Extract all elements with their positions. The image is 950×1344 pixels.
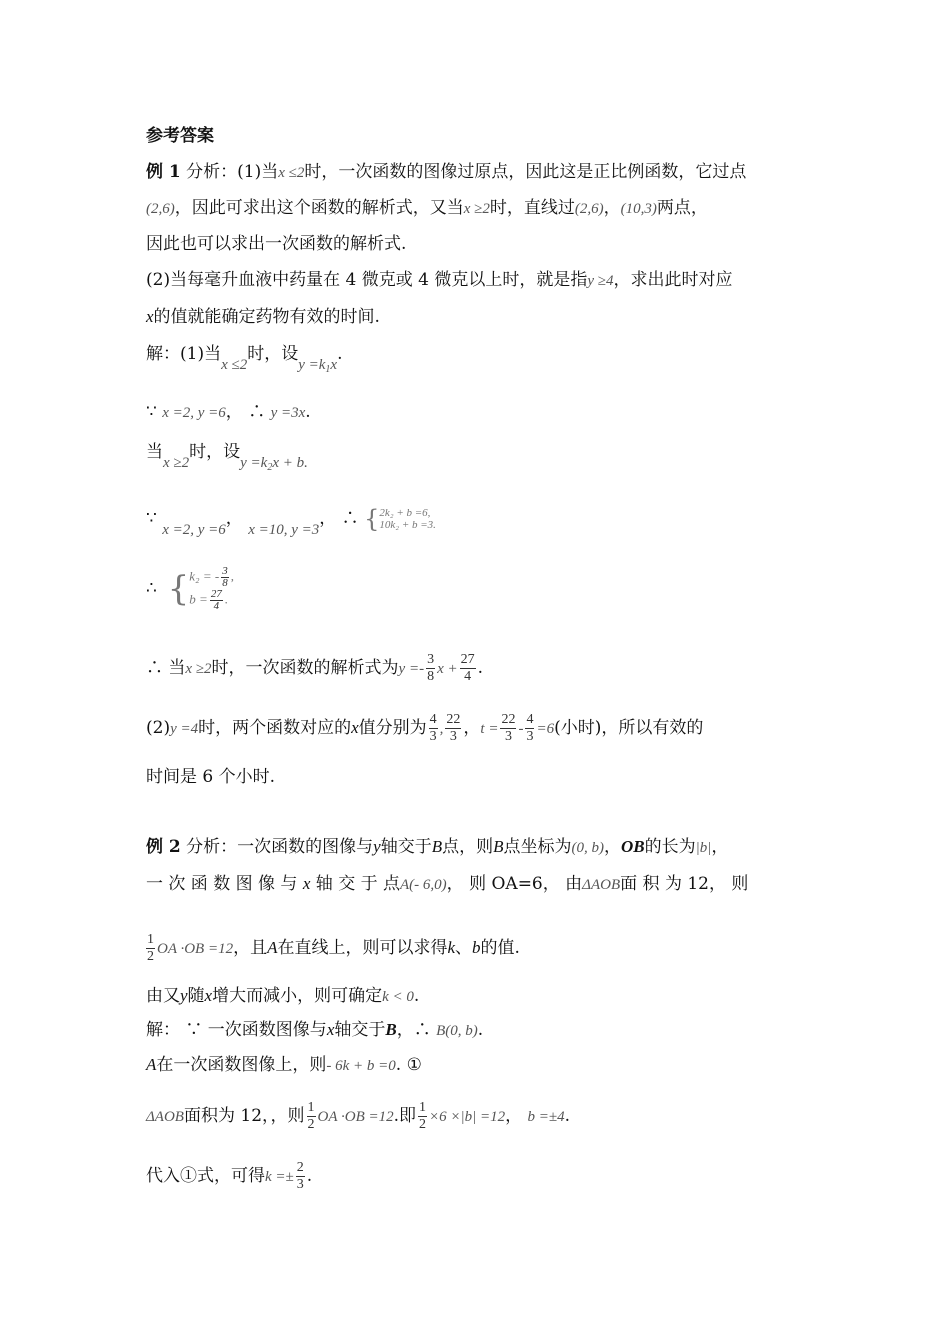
ex1-when-line: 当x ≥2时，设$y =k_2x + b$. bbox=[146, 442, 308, 473]
ex2-solution-line-1: 解： ∵ 一次函数图像与x轴交于B，∴ B(0, b). bbox=[146, 1020, 484, 1040]
equation-system: 2k₂ + b =6, 10k₂ + b =3. bbox=[379, 507, 436, 531]
ex1-analysis-line-1: 例 1 分析：(1)当x ≤2时，一次函数的图像过原点，因此这是正比例函数，它过点 bbox=[146, 162, 747, 182]
ex2-analysis-line-2: 一 次 函 数 图 像 与 x 轴 交 于 点A(- 6,0)， 则 OA=6， 由ΔAOB面 积 为 12， 则 bbox=[146, 874, 749, 894]
ex1-analysis-line-4: (2)当每毫升血液中药量在 4 微克或 4 微克以上时，就是指y ≥4，求出此时对应 bbox=[146, 270, 733, 290]
ex2-solution-line-4: 代入①式，可得k =± $\frac{2}{3}$ . bbox=[146, 1160, 313, 1192]
ex1-part2-line-2: 时间是 6 个小时. bbox=[146, 767, 276, 787]
solution-system-brace: { bbox=[167, 569, 190, 609]
ex1-therefore-system: ∴ { k₂ = - $\frac{3}{8}$ , b = $\frac{27}{4}$ . bbox=[146, 565, 234, 612]
ex2-analysis-line-1: 例 2 分析：一次函数的图像与y轴交于B点，则B点坐标为(0, b)，OB的长为|b|， bbox=[146, 837, 729, 857]
ex2-analysis-line-3: $\frac{1}{2}$ OA ·OB =12，且A在直线上，则可以求得k、b的值. bbox=[147, 932, 520, 964]
equation-system-brace: { bbox=[364, 505, 380, 533]
ex2-solution-line-3: ΔAOB面积为 12，，则 $\frac{1}{2}$ OA ·OB =12.即 $\frac{1}{2}$ ×6 ×|b| =12， b =±4. bbox=[146, 1100, 571, 1132]
ex2-solution-line-2: A在一次函数图像上，则- 6k + b =0. ① bbox=[146, 1055, 422, 1075]
ex1-conclusion: ∴ 当x ≥2时，一次函数的解析式为y =- $\frac{3}{8}$ x + $\frac{27}{4}$ . bbox=[146, 652, 484, 684]
ex1-analysis-line-2: (2,6)，因此可求出这个函数的解析式，又当x ≥2时，直线过(2,6)，(10,3)两点， bbox=[146, 198, 708, 218]
solution-system: k₂ = - $\frac{3}{8}$ , b = $\frac{27}{4}$ . bbox=[189, 565, 234, 612]
ex1-label: 例 1 bbox=[146, 162, 181, 182]
page-title: 参考答案 bbox=[146, 126, 214, 146]
ex1-analysis-line-3: 因此也可以求出一次函数的解析式. bbox=[146, 234, 407, 254]
ex1-analysis-line-5: x的值就能确定药物有效的时间. bbox=[146, 307, 380, 327]
ex1-part2-line-1: (2)y =4时，两个函数对应的x值分别为 $\frac{4}{3}$ , $\frac{22}{3}$ ，t = $\frac{22}{3}$ - $\frac{4}{3}$ =6(小时)，所以有效的 bbox=[146, 712, 704, 744]
ex2-analysis-line-4: 由又y随x增大而减小，则可确定k < 0. bbox=[146, 986, 420, 1006]
ex2-label: 例 2 bbox=[146, 837, 181, 857]
ex1-solution-line-1: 解：(1)当x ≤2时，设$y =k_1x$. bbox=[146, 344, 343, 375]
ex1-because-line-1: ∵ x =2, y =6， ∴ y =3x. bbox=[146, 402, 311, 422]
ex1-because-line-2: ∵ x =2, y =6， x =10, y =3， ∴ { 2k₂ + b =6, 10k₂ + b =3. bbox=[146, 505, 436, 538]
